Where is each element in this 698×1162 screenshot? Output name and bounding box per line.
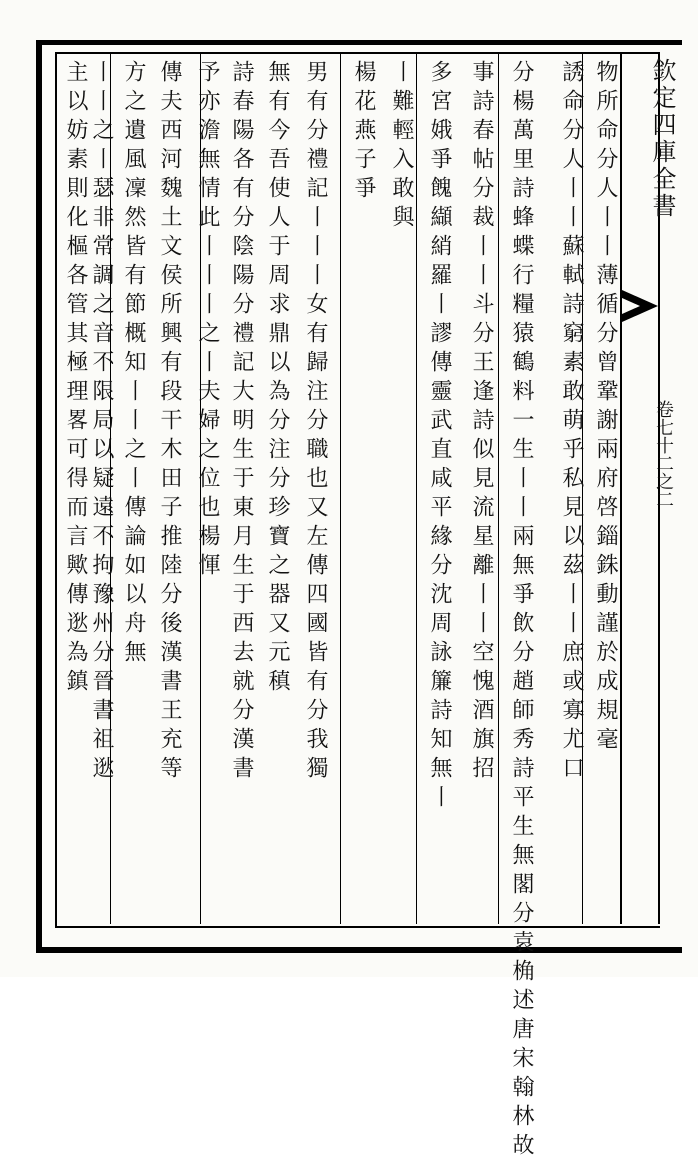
- column-rule: [416, 54, 417, 924]
- text-column-6: 丨難輕入敢與: [389, 60, 414, 234]
- column-rule: [498, 54, 499, 924]
- text-column-4: 事詩春帖分裁丨丨斗分王逢詩似見流星離丨丨空愧酒旗招: [469, 60, 494, 785]
- text-column-9: 無有今吾使人于周求鼎以為分注分珍寶之器又元稹: [265, 60, 290, 698]
- text-column-13: 方之遺風凜然皆有節概知丨丨之丨傳論如以舟無: [121, 60, 146, 669]
- text-column-7: 楊花燕子爭: [351, 60, 376, 205]
- text-column-3: 分楊萬里詩蜂蝶行糧猿鶴料一生丨丨兩無爭飲分趙師秀詩平生無閣分袁桷述唐宋翰林故: [509, 60, 534, 1162]
- fish-tail-mark-inner: [622, 298, 640, 314]
- text-column-11: 予亦澹無情此丨丨丨之丨夫婦之位也楊惲: [195, 60, 220, 582]
- margin-rule-left: [620, 52, 622, 924]
- text-column-5: 多宮娥爭餽纈綃羅丨謬傳靈武直咸平緣分沈周詠簾詩知無丨: [427, 60, 452, 814]
- text-column-14: 丨丨之丨瑟非常調之音不限局以疑遠不拘豫州分晉書祖逖: [89, 60, 114, 785]
- text-column-15: 主以妨素則化樞各管其極理畧可得而言歟傳逖為鎮: [63, 60, 88, 698]
- text-column-10: 詩春陽各有分陰陽分禮記大明生于東月生于西去就分漢書: [229, 60, 254, 785]
- margin-book-title: 欽定四庫全書: [648, 58, 676, 220]
- column-rule: [340, 54, 341, 924]
- text-column-8: 男有分禮記丨丨丨女有歸注分職也又左傳四國皆有分我獨: [303, 60, 328, 785]
- text-column-2: 誘命分人丨丨蘇軾詩窮素敢萌乎私見以茲丨丨庶或寡尤口: [559, 60, 584, 785]
- margin-volume-label: 卷七十二之二: [653, 400, 674, 508]
- text-column-12: 傳夫西河魏土文侯所興有段干木田子推陸分後漢書王充等: [157, 60, 182, 785]
- text-column-1: 物所命分人丨丨薄循分曾鞏謝兩府啓錙銖動謹於成規毫: [593, 60, 618, 756]
